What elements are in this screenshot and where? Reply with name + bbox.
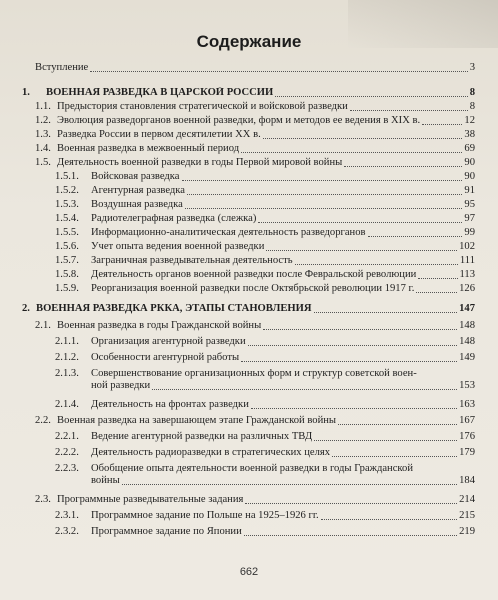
toc-page-number: 8 xyxy=(469,101,475,112)
toc-chapter-number: 2. xyxy=(22,303,30,314)
toc-subsection-title-line2: войны xyxy=(91,475,120,486)
toc-section-title: Программные разведывательные задания xyxy=(57,494,244,505)
toc-page-number: 179 xyxy=(459,447,475,458)
toc-page-number: 167 xyxy=(459,415,475,426)
toc-section-title: Военная разведка на завершающем этапе Гражданской войны xyxy=(57,415,337,426)
toc-section-title: Деятельность военной разведки в годы Первой мировой войны xyxy=(57,157,343,168)
toc-subsection-number: 1.5.9. xyxy=(55,283,79,294)
toc-chapter-title: ВОЕННАЯ РАЗВЕДКА В ЦАРСКОЙ РОССИИ xyxy=(46,87,274,98)
toc-page-number: 149 xyxy=(459,352,475,363)
dot-leader xyxy=(244,535,457,536)
toc-page-number: 111 xyxy=(459,255,475,266)
toc-section-title: Военная разведка в годы Гражданской войны xyxy=(57,320,262,331)
toc-subsection-title: Деятельность органов военной разведки после Февральской революции xyxy=(91,269,417,280)
toc-section-number: 1.3. xyxy=(35,129,51,140)
toc-page-number: 69 xyxy=(464,143,475,154)
toc-page-number: 38 xyxy=(464,129,475,140)
toc-page-number: 102 xyxy=(459,241,475,252)
page-number-footer: 662 xyxy=(239,566,259,578)
page-title: Содержание xyxy=(196,32,302,51)
toc-section-number: 2.1. xyxy=(35,320,51,331)
toc-subsection-title: Информационно-аналитическая деятельность разведорганов xyxy=(91,227,366,238)
toc-page-number: 147 xyxy=(459,303,475,314)
toc-subsection-title: Особенности агентурной работы xyxy=(91,352,240,363)
toc-page-number: 214 xyxy=(459,494,475,505)
toc-subsection-title: Программное задание по Польше на 1925–1926 гг. xyxy=(91,510,319,521)
toc-section-number: 1.2. xyxy=(35,115,51,126)
toc-subsection-number: 2.1.3. xyxy=(55,368,79,379)
toc-section-title: Предыстория становления стратегической и войсковой разведки xyxy=(57,101,348,112)
toc-page-number: 148 xyxy=(459,320,475,331)
toc-page-number: 163 xyxy=(459,399,475,410)
toc-page-number: 99 xyxy=(464,227,475,238)
toc-chapter-number: 1. xyxy=(22,87,30,98)
toc-subsection xyxy=(55,510,475,522)
toc-section-number: 1.5. xyxy=(35,157,51,168)
toc-subsection-title: Деятельность на фронтах разведки xyxy=(91,399,249,410)
toc-page-number: 3 xyxy=(469,62,475,73)
toc-subsection-title: Радиотелеграфная разведка (слежка) xyxy=(91,213,257,224)
toc-subsection-number: 2.2.3. xyxy=(55,463,79,474)
toc-subsection-title-line2: ной разведки xyxy=(91,380,151,391)
toc-subsection-number: 2.1.4. xyxy=(55,399,79,410)
toc-section-title: Военная разведка в межвоенный период xyxy=(57,143,240,154)
toc-subsection-title: Организация агентурной разведки xyxy=(91,336,246,347)
toc-subsection-title-line1: Обобщение опыта деятельности военной разведки в годы Гражданской xyxy=(91,463,414,474)
toc-chapter-title: ВОЕННАЯ РАЗВЕДКА РККА, ЭТАПЫ СТАНОВЛЕНИЯ xyxy=(36,303,312,314)
toc-page-number: 215 xyxy=(459,510,475,521)
toc-subsection-number: 1.5.7. xyxy=(55,255,79,266)
toc-section-number: 2.3. xyxy=(35,494,51,505)
toc-page-number: 8 xyxy=(469,87,475,98)
toc-subsection-title: Программное задание по Японии xyxy=(91,526,242,537)
toc-page-number: 184 xyxy=(459,475,475,486)
toc-page-number: 219 xyxy=(459,526,475,537)
toc-section-title: Разведка России в первом десятилетии ХХ в. xyxy=(57,129,261,140)
toc-page-number: 90 xyxy=(464,157,475,168)
toc-subsection-number: 2.2.1. xyxy=(55,431,79,442)
toc-subsection-title-line1: Совершенствование организационных форм и структур советской воен- xyxy=(91,368,417,379)
toc-page-number: 153 xyxy=(459,380,475,391)
toc-subsection-title: Учет опыта ведения военной разведки xyxy=(91,241,265,252)
toc-page-number: 148 xyxy=(459,336,475,347)
toc-page-number: 126 xyxy=(459,283,475,294)
toc-subsection-number: 2.3.2. xyxy=(55,526,79,537)
toc-subsection-title: Реорганизация военной разведки после Октябрьской революции 1917 г. xyxy=(91,283,415,294)
toc-subsection-number: 1.5.4. xyxy=(55,213,79,224)
toc-page-number: 90 xyxy=(464,171,475,182)
toc-page-number: 113 xyxy=(459,269,475,280)
toc-subsection-number: 1.5.6. xyxy=(55,241,79,252)
toc-subsection-number: 1.5.2. xyxy=(55,185,79,196)
toc-subsection-title: Заграничная разведывательная деятельность xyxy=(91,255,293,266)
toc-section xyxy=(35,494,475,506)
toc-subsection-title: Воздушная разведка xyxy=(91,199,183,210)
toc-subsection-number: 1.5.3. xyxy=(55,199,79,210)
toc-page-number: 91 xyxy=(464,185,475,196)
toc-subsection-title: Войсковая разведка xyxy=(91,171,180,182)
toc-section-number: 1.4. xyxy=(35,143,51,154)
toc-page-number: 95 xyxy=(464,199,475,210)
toc-subsection-title: Агентурная разведка xyxy=(91,185,185,196)
toc-subsection-number: 2.3.1. xyxy=(55,510,79,521)
toc-section-number: 2.2. xyxy=(35,415,51,426)
toc-page-number: 176 xyxy=(459,431,475,442)
toc-page-number: 12 xyxy=(464,115,475,126)
toc-section-number: 1.1. xyxy=(35,101,51,112)
toc-section-title: Эволюция разведорганов военной разведки, форм и методов ее ведения в XIX в. xyxy=(57,115,421,126)
toc-subsection-number: 1.5.5. xyxy=(55,227,79,238)
toc-subsection-number: 1.5.1. xyxy=(55,171,79,182)
toc-page-number: 97 xyxy=(464,213,475,224)
toc-subsection xyxy=(55,526,475,538)
toc-subsection-number: 2.2.2. xyxy=(55,447,79,458)
dot-leader xyxy=(321,519,457,520)
toc-subsection-title: Деятельность радиоразведки в стратегических целях xyxy=(91,447,331,458)
toc-subsection-number: 2.1.2. xyxy=(55,352,79,363)
toc-subsection-number: 1.5.8. xyxy=(55,269,79,280)
toc-subsection-number: 2.1.1. xyxy=(55,336,79,347)
toc-subsection-title: Ведение агентурной разведки на различных ТВД xyxy=(91,431,313,442)
dot-leader xyxy=(245,503,457,504)
toc-entry-title: Вступление xyxy=(35,62,89,73)
